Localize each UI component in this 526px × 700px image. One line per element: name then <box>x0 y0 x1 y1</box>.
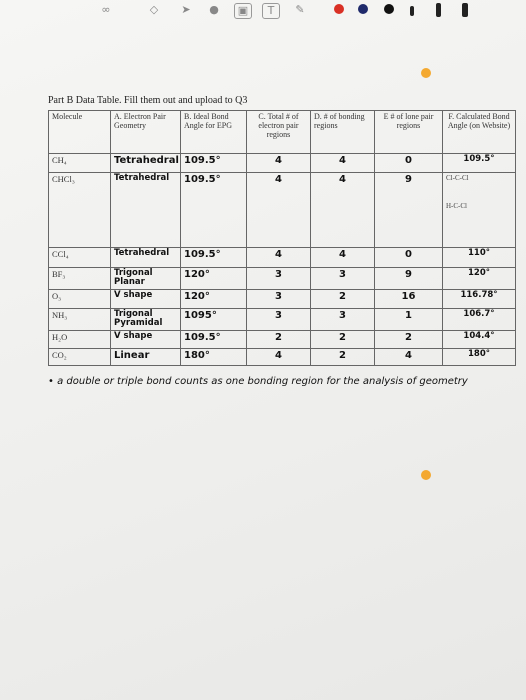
ideal-angle-cell[interactable]: 109.5° <box>181 248 247 268</box>
lone-regions-cell[interactable]: 2 <box>375 331 443 349</box>
calc-angle-cell[interactable] <box>443 173 516 248</box>
ideal-angle-cell[interactable]: 109.5° <box>181 331 247 349</box>
marker-icon[interactable]: ● <box>209 3 219 16</box>
ideal-angle-cell[interactable]: 1095° <box>181 309 247 331</box>
geometry-cell[interactable]: Linear <box>111 349 181 366</box>
shape-icon[interactable]: ◇ <box>149 3 159 16</box>
molecule-cell: H₂O <box>49 331 111 349</box>
calc-angle-cell[interactable]: 180° <box>443 349 516 366</box>
bonding-regions-cell[interactable]: 4 <box>311 248 375 268</box>
geometry-cell[interactable]: Trigonal Planar <box>111 268 181 290</box>
header-lone-regions: E # of lone pair regions <box>375 111 443 154</box>
table-row <box>49 173 516 248</box>
ideal-angle-cell[interactable]: 109.5° <box>181 154 247 173</box>
header-ideal-angle: B. Ideal Bond Angle for EPG <box>181 111 247 154</box>
calc-angle-cell[interactable]: 106.7° <box>443 309 516 331</box>
header-row <box>49 111 516 154</box>
footnote: • a double or triple bond counts as one bonding region for the analysis of geometry <box>48 376 468 387</box>
molecule-cell: O₃ <box>49 290 111 309</box>
table-row <box>49 248 516 268</box>
geometry-cell[interactable]: Tetrahedral <box>111 173 181 248</box>
thick-stroke-icon[interactable] <box>462 3 468 17</box>
table-row <box>49 309 516 331</box>
table-row <box>49 290 516 309</box>
header-total-regions: C. Total # of electron pair regions <box>247 111 311 154</box>
lone-regions-cell[interactable]: 0 <box>375 154 443 173</box>
orange-dot-icon <box>421 470 431 480</box>
lone-regions-cell[interactable]: 9 <box>375 268 443 290</box>
geometry-cell[interactable]: Tetrahedral <box>111 154 181 173</box>
header-molecule: Molecule <box>49 111 111 154</box>
ideal-angle-cell[interactable]: 120° <box>181 268 247 290</box>
molecule-cell: NH₃ <box>49 309 111 331</box>
cl-c-cl-label: Cl-C-Cl <box>446 174 469 182</box>
lone-regions-cell[interactable]: 1 <box>375 309 443 331</box>
header-electron-geometry: A. Electron Pair Geometry <box>111 111 181 154</box>
image-icon[interactable]: ▣ <box>234 3 252 19</box>
molecule-cell: CH₄ <box>49 154 111 173</box>
geometry-cell[interactable]: V shape <box>111 290 181 309</box>
bonding-regions-cell[interactable]: 2 <box>311 331 375 349</box>
table-row <box>49 154 516 173</box>
text-tool-icon[interactable]: T <box>262 3 280 19</box>
red-color-icon[interactable] <box>334 4 344 14</box>
total-regions-cell[interactable]: 3 <box>247 268 311 290</box>
bonding-regions-cell[interactable]: 2 <box>311 349 375 366</box>
arrow-icon[interactable]: ➤ <box>181 3 191 16</box>
total-regions-cell[interactable]: 3 <box>247 309 311 331</box>
orange-dot-icon <box>421 68 431 78</box>
h-c-cl-label: H-C-Cl <box>446 202 467 210</box>
ideal-angle-cell[interactable]: 120° <box>181 290 247 309</box>
ideal-angle-cell[interactable]: 180° <box>181 349 247 366</box>
toolbar <box>0 0 526 22</box>
total-regions-cell[interactable]: 4 <box>247 173 311 248</box>
lone-regions-cell[interactable]: 9 <box>375 173 443 248</box>
geometry-cell[interactable]: Tetrahedral <box>111 248 181 268</box>
bonding-regions-cell[interactable]: 4 <box>311 154 375 173</box>
lone-regions-cell[interactable]: 16 <box>375 290 443 309</box>
bonding-regions-cell[interactable]: 3 <box>311 309 375 331</box>
total-regions-cell[interactable]: 4 <box>247 349 311 366</box>
calc-angle-cell[interactable]: 104.4° <box>443 331 516 349</box>
data-table <box>48 110 516 366</box>
calc-angle-cell[interactable]: 120° <box>443 268 516 290</box>
total-regions-cell[interactable]: 2 <box>247 331 311 349</box>
total-regions-cell[interactable]: 3 <box>247 290 311 309</box>
bonding-regions-cell[interactable]: 2 <box>311 290 375 309</box>
geometry-cell[interactable]: Trigonal Pyramidal <box>111 309 181 331</box>
calc-angle-cell[interactable]: 116.78° <box>443 290 516 309</box>
lone-regions-cell[interactable]: 4 <box>375 349 443 366</box>
calc-angle-cell[interactable]: 109.5° <box>443 154 516 173</box>
bonding-regions-cell[interactable]: 4 <box>311 173 375 248</box>
total-regions-cell[interactable]: 4 <box>247 154 311 173</box>
bonding-regions-cell[interactable]: 3 <box>311 268 375 290</box>
ideal-angle-cell[interactable]: 109.5° <box>181 173 247 248</box>
medium-stroke-icon[interactable] <box>436 3 441 17</box>
table-row <box>49 331 516 349</box>
total-regions-cell[interactable]: 4 <box>247 248 311 268</box>
calc-angle-cell[interactable]: 110° <box>443 248 516 268</box>
thin-stroke-icon[interactable] <box>410 6 414 16</box>
table-row <box>49 349 516 366</box>
table-title: Part B Data Table. Fill them out and upload to Q3 <box>48 95 248 106</box>
header-bonding-regions: D. # of bonding regions <box>311 111 375 154</box>
pen-icon[interactable]: ✎ <box>295 3 305 16</box>
navy-color-icon[interactable] <box>358 4 368 14</box>
link-icon[interactable]: ∞ <box>101 3 111 16</box>
geometry-cell[interactable]: V shape <box>111 331 181 349</box>
molecule-cell: CHCl₃ <box>49 173 111 248</box>
molecule-cell: CO₂ <box>49 349 111 366</box>
lone-regions-cell[interactable]: 0 <box>375 248 443 268</box>
header-calc-angle: F. Calculated Bond Angle (on Website) <box>443 111 516 154</box>
black-color-icon[interactable] <box>384 4 394 14</box>
molecule-cell: BF₃ <box>49 268 111 290</box>
molecule-cell: CCl₄ <box>49 248 111 268</box>
table-row <box>49 268 516 290</box>
